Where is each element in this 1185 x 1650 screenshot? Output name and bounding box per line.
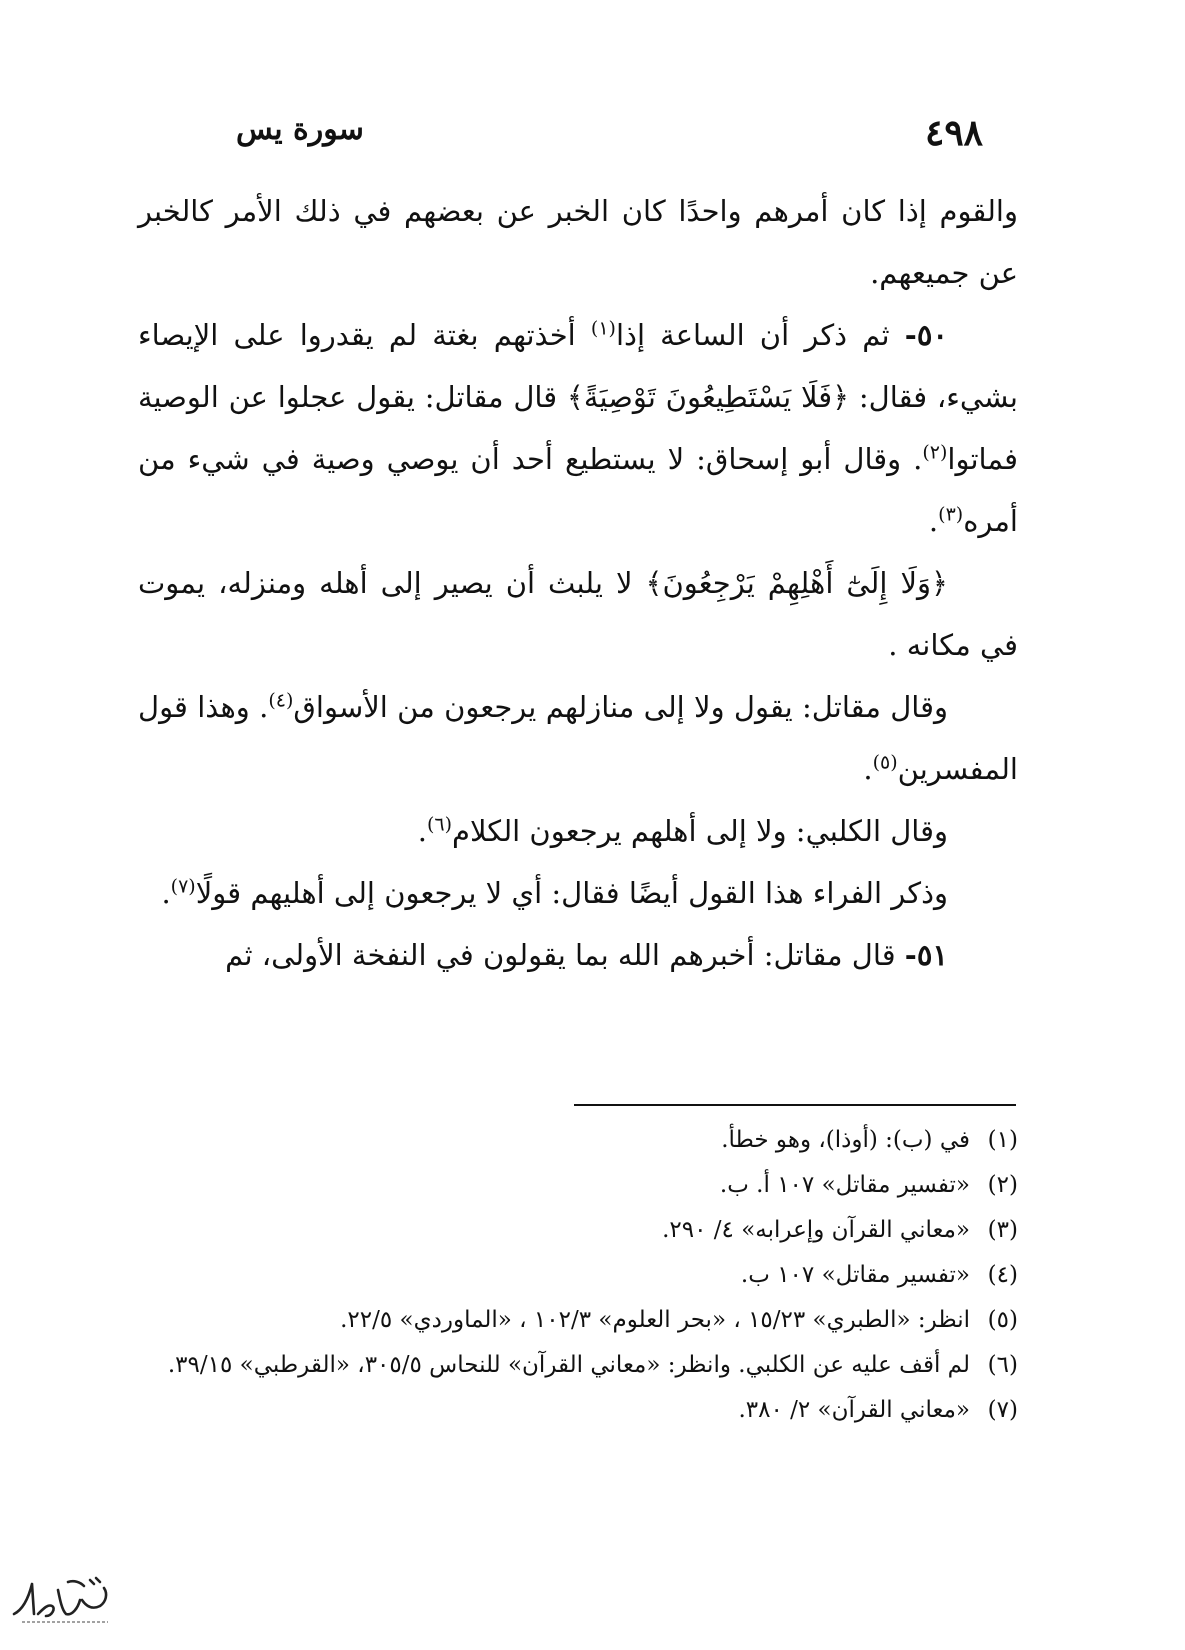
paragraph-text: . وقال أبو إسحاق: لا يستطيع أحد أن يوصي وصية في شيء من أمره [138, 442, 1018, 538]
footnote-ref: (٢) [922, 441, 948, 464]
paragraph-verse-51 [138, 924, 1018, 986]
paragraph-kalbi [138, 800, 1018, 862]
footnote-text: «تفسير مقاتل» ١٠٧ أ. ب. [719, 1172, 970, 1198]
footnotes [128, 1118, 1018, 1433]
footnote-text: انظر: «الطبري» ١٥/٢٣ ، «بحر العلوم» ١٠٢/٣ ، «الماوردي» ٢٢/٥. [340, 1307, 970, 1333]
stamp-calligraphy-icon [8, 1570, 118, 1630]
paragraph-farra [138, 862, 1018, 924]
paragraph-muqatil [138, 676, 1018, 800]
page-header [0, 112, 1185, 162]
footnote-ref: (١) [590, 317, 616, 340]
footnote-item [128, 1388, 1018, 1433]
paragraph-text: . [928, 504, 939, 538]
footnote-item [128, 1208, 1018, 1253]
footnote-number: (٤) [987, 1262, 1018, 1288]
footnote-text: «معاني القرآن» ٢/ ٣٨٠. [738, 1397, 970, 1423]
footnote-text: «معاني القرآن وإعرابه» ٤/ ٢٩٠. [662, 1217, 970, 1243]
footnote-ref: (٦) [426, 813, 453, 836]
footnote-item [128, 1253, 1018, 1298]
paragraph-text: أخذتهم بغتة لم يقدروا على الإيصاء بشيء، فقال: [138, 318, 1018, 414]
footnote-number: (٢) [987, 1172, 1018, 1198]
quran-quote: ﴿فَلَا يَسْتَطِيعُونَ تَوْصِيَةً﴾ [566, 380, 850, 414]
footnote-ref: (٥) [872, 751, 898, 774]
paragraph-verse-50 [138, 304, 1018, 552]
page-number: ٤٩٨ [924, 112, 983, 154]
footnote-text: لم أقف عليه عن الكلبي. وانظر: «معاني القرآن» للنحاس ٣٠٥/٥، «القرطبي» ٣٩/١٥. [167, 1352, 970, 1378]
paragraph-text: وقال مقاتل: يقول ولا إلى منازلهم يرجعون من الأسواق [293, 690, 948, 724]
quran-quote: ﴿وَلَا إِلَىٰٓ أَهْلِهِمْ يَرْجِعُونَ﴾ [645, 566, 948, 600]
paragraph-text: . [863, 752, 873, 786]
footnote-divider [574, 1104, 1016, 1106]
running-title: سورة يس [236, 112, 364, 147]
paragraph-text: قال مقاتل: يقول عجلوا عن الوصية فماتوا [138, 380, 1018, 476]
footnote-ref: (٤) [268, 689, 294, 712]
footnote-number: (١) [987, 1127, 1018, 1153]
verse-number: ٥٠- [904, 318, 948, 352]
footnote-number: (٦) [987, 1352, 1018, 1378]
footnote-item [128, 1343, 1018, 1388]
footnote-ref: (٣) [938, 503, 964, 526]
footnote-text: في (ب): (أوذا)، وهو خطأ. [721, 1127, 970, 1153]
verse-number: ٥١- [904, 938, 948, 972]
paragraph-text: لا يلبث أن يصير إلى أهله ومنزله، يموت في مكانه . [138, 566, 1018, 662]
paragraph-text: . وهذا قول المفسرين [138, 690, 1018, 786]
calligraphy-stamp-logo [8, 1570, 118, 1630]
footnote-number: (٣) [987, 1217, 1018, 1243]
paragraph-quran [138, 552, 1018, 676]
footnote-ref: (٧) [170, 875, 196, 898]
footnote-number: (٧) [987, 1397, 1018, 1423]
footnote-number: (٥) [987, 1307, 1018, 1333]
footnote-text: «تفسير مقاتل» ١٠٧ ب. [740, 1262, 970, 1288]
paragraph-text: وقال الكلبي: ولا إلى أهلهم يرجعون الكلام [452, 814, 948, 848]
paragraph-text: . [161, 876, 171, 910]
paragraph-text: . [417, 814, 427, 848]
main-text [138, 180, 1018, 986]
paragraph-text: وذكر الفراء هذا القول أيضًا فقال: أي لا يرجعون إلى أهليهم قولًا [195, 876, 948, 910]
paragraph-text: ثم ذكر أن الساعة إذا [615, 318, 905, 352]
paragraph-text: قال مقاتل: أخبرهم الله بما يقولون في النفخة الأولى، ثم [225, 938, 905, 972]
footnote-item [128, 1163, 1018, 1208]
footnote-item [128, 1118, 1018, 1163]
paragraph-continuation: والقوم إذا كان أمرهم واحدًا كان الخبر عن بعضهم في ذلك الأمر كالخبر عن جميعهم. [138, 194, 1018, 290]
footnote-item [128, 1298, 1018, 1343]
